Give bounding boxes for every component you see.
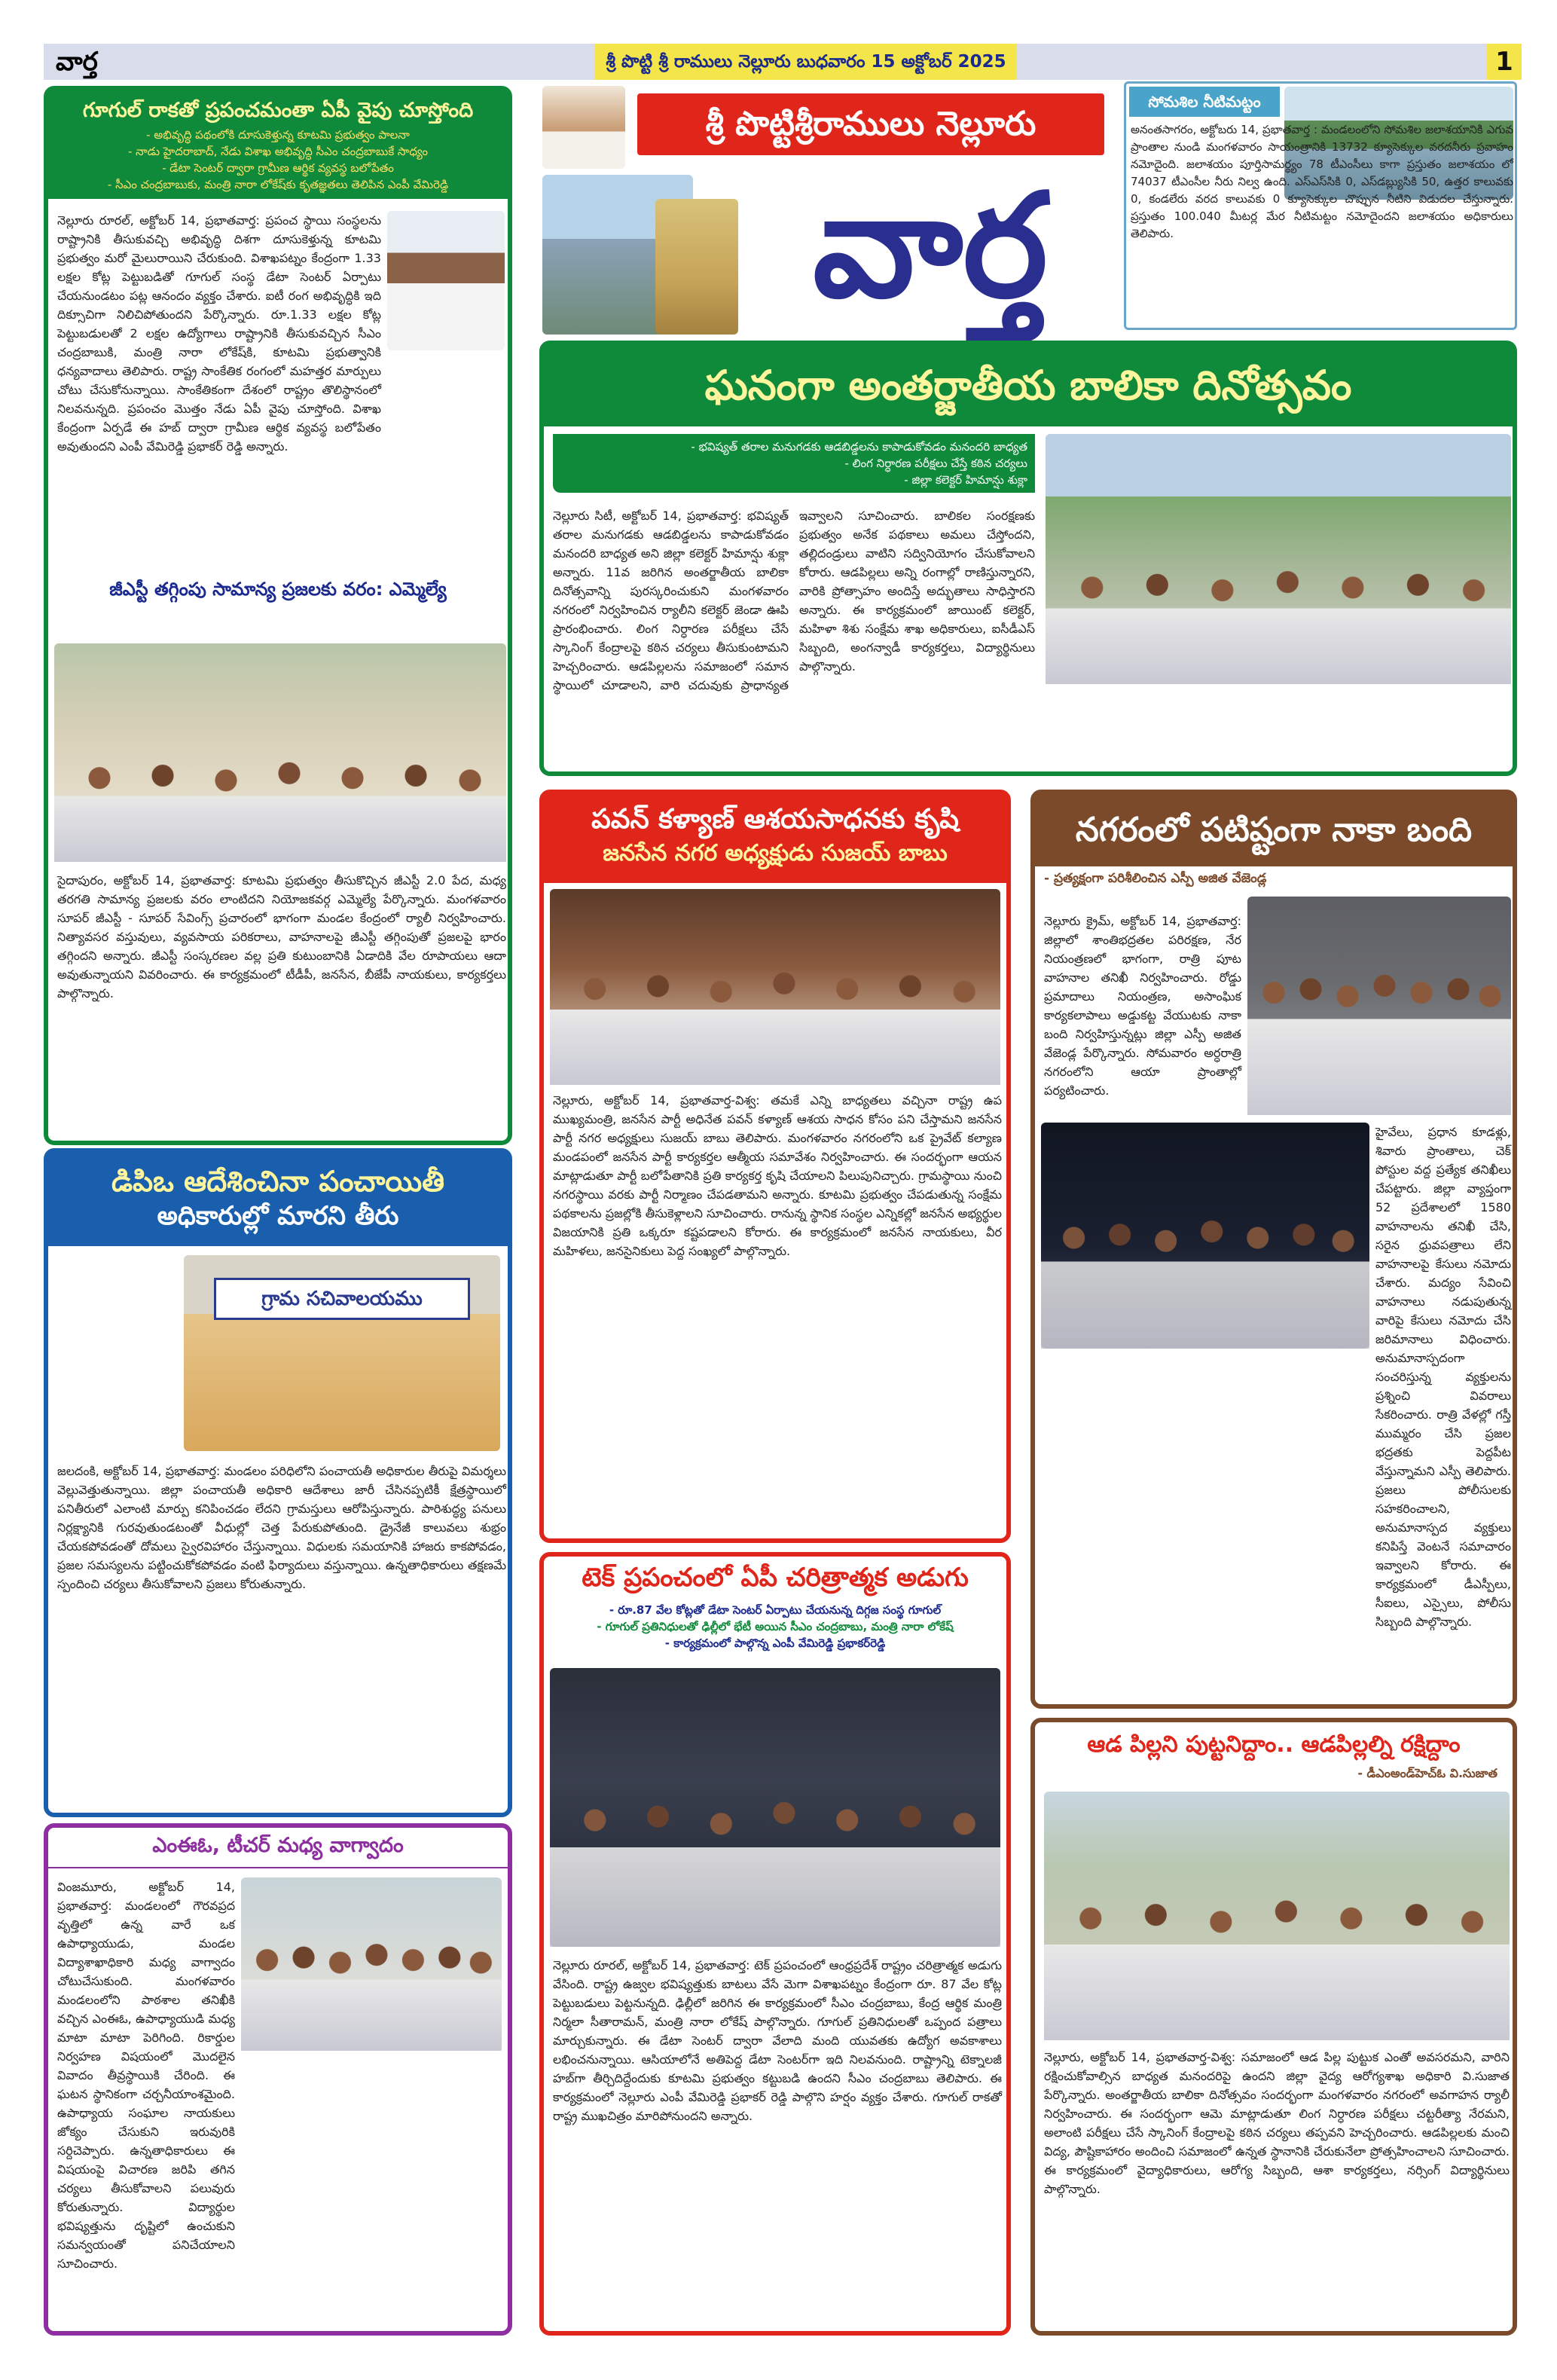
article-somasila xyxy=(1124,81,1517,330)
google-headline: గూగుల్ రాకతో ప్రపంచమంతా ఏపీ వైపు చూస్తోంది xyxy=(82,99,474,122)
google-bullets xyxy=(56,127,500,193)
masthead-logo: వార్త xyxy=(813,163,1048,329)
article-teacher xyxy=(44,1823,512,2336)
article-girl-child xyxy=(539,341,1517,776)
article-tech xyxy=(539,1552,1011,2336)
naka-checkpoint-photo xyxy=(1247,897,1511,1115)
girl-child-bullet: - లింగ నిర్ధారణ పరీక్షలు చేస్తే కఠిన చర్యలు xyxy=(844,457,1027,470)
page-number: 1 xyxy=(1487,44,1522,80)
naka-body-3 xyxy=(1044,1356,1511,1703)
google-bullet: - అభివృద్ధి పథంలోకి దూసుకెళ్తున్న కూటమి ప్రభుత్వం పాలనా xyxy=(146,128,410,142)
girl-child-rally-photo xyxy=(1046,434,1511,684)
teacher-photo xyxy=(241,1877,502,2051)
article-daughter xyxy=(1030,1718,1517,2336)
daughter-subhead: - డీఎంఅండ్‌హెచ్‌ఓ వి.సుజాత xyxy=(1357,1766,1497,1780)
daughter-body: నెల్లూరు, అక్టోబర్ 14, ప్రభాతవార్త-విశ్వ: సమాజంలో ఆడ పిల్ల పుట్టుక ఎంతో అవసరమని, వారిని రక్షించుకోవాల్సిన బాధ్యత మనందరిపై ఉందని జిల్లా వైద్య ఆరోగ్యశాఖ అధికారి వి.సుజాత పేర్కొన్నారు. అంతర్జాతీయ బాలికా దినోత్సవం సందర్భంగా మంగళవారం నగరంలో అవగాహన ర్యాలీ నిర్వహించారు. ఈ సందర్భంగా ఆమె మాట్లాడుతూ లింగ నిర్ధారణ పరీక్షలు చట్టరీత్యా నేరమని, అలాంటి పరీక్షలు చేసే స్కానింగ్ కేంద్రాలపై కఠిన చర్యలు తప్పవని హెచ్చరించారు. ఆడపిల్లలకు మంచి విద్య, పౌష్టికాహారం అందించి సమాజంలో ఉన్నత స్థానానికి చేరుకునేలా ప్రోత్సహించాలని సూచించారు. ఈ కార్యక్రమంలో వైద్యాధికారులు, ఆరోగ్య సిబ్బంది, ఆశా కార్యకర్తలు, నర్సింగ్ విద్యార్థినులు పాల్గొన్నారు. xyxy=(1044,2050,1510,2196)
pawan-headline: పవన్ కళ్యాణ్ ఆశయసాధనకు కృషి xyxy=(591,804,959,835)
tech-headline: టెక్ ప్రపంచంలో ఏపీ చరిత్రాత్మక అడుగు xyxy=(582,1563,969,1593)
naka-body-1: నెల్లూరు క్రైమ్, అక్టోబర్ 14, ప్రభాతవార్త: జిల్లాలో శాంతిభద్రతల పరిరక్షణ, నేర నియంత్రణలో భాగంగా, రాత్రి పూట వాహనాల తనిఖీ నిర్వహించారు. రోడ్డు ప్రమాదాలు నియంత్రణ, అసాంఘిక కార్యకలాపాలు అడ్డుకట్ట వేయుటకు నాకా బంది నిర్వహిస్తున్నట్లు జిల్లా ఎస్పీ అజిత వేజెండ్ల పేర్కొన్నారు. సోమవారం అర్ధరాత్రి నగరంలోని ఆయా ప్రాంతాల్లో పర్యటించారు. xyxy=(1044,914,1241,1098)
teacher-body-cont xyxy=(57,2061,506,2330)
tech-bullet: - కార్యక్రమంలో పాల్గొన్న ఎంపీ వేమిరెడ్డి ప్రభాకర్‌రెడ్డి xyxy=(664,1636,886,1650)
dateline: శ్రీ పొట్టి శ్రీ రాములు నెల్లూరు బుధవారం 15 అక్టోబర్ 2025 xyxy=(595,44,1017,80)
somasila-title: సోమశిల నీటిమట్టం xyxy=(1129,87,1280,117)
panchayat-headline-2: అధికారుల్లో మారని తీరు xyxy=(157,1201,399,1231)
masthead-temple xyxy=(655,199,738,335)
panchayat-sign: గ్రామ సచివాలయము xyxy=(214,1278,470,1320)
google-body: నెల్లూరు రూరల్, అక్టోబర్ 14, ప్రభాతవార్త: ప్రపంచ స్థాయి సంస్థలను రాష్ట్రానికి తీసుకువచ్చి అభివృద్ధి దిశగా దూసుకెళ్తున్న కూటమి ప్రభుత్వం మరో మైలురాయిని చేరుకుంది. విశాఖపట్నం కేంద్రంగా 1.33 లక్షల కోట్ల పెట్టుబడితో గూగుల్ సంస్థ డేటా సెంటర్ ఏర్పాటు చేయనుండటం పట్ల ఆనందం వ్యక్తం చేశారు. ఐటీ రంగ అభివృద్ధికి ఇది దిక్సూచిగా నిలిచిపోతుందని పేర్కొన్నారు. రూ.1.33 లక్షల కోట్ల పెట్టుబడులతో 2 లక్షల ఉద్యోగాలు రాష్ట్రానికి తీసుకువచ్చిన సీఎం చంద్రబాబుకి, మంత్రి నారా లోకేష్‌కి, కూటమి ప్రభుత్వానికి ధన్యవాదాలు తెలిపారు. రాష్ట్ర సాంకేతిక రంగంలో మహత్తర మార్పులు చోటు చేసుకోనున్నాయి. సాంకేతికంగా దేశంలో రాష్ట్రం తొలిస్థానంలో నిలవనున్నది. ప్రపంచం మొత్తం నేడు ఏపీ వైపు చూస్తోంది. విశాఖ కేంద్రంగా ఏర్పడే ఈ హబ్‌ ద్వారా గ్రామీణ ఆర్థిక వ్యవస్థ బలోపేతం అవుతుందని ఎంపీ వేమిరెడ్డి ప్రభాకర్ రెడ్డి అన్నారు. xyxy=(57,213,381,454)
naka-body-2: హైవేలు, ప్రధాన కూడళ్లు, శివారు ప్రాంతాలు, చెక్ పోస్టుల వద్ద ప్రత్యేక తనిఖీలు చేపట్టారు. జిల్లా వ్యాప్తంగా 52 ప్రదేశాలలో 1580 వాహనాలను తనిఖీ చేసి, సరైన ధ్రువపత్రాలు లేని వాహనాలపై కేసులు నమోదు చేశారు. మద్యం సేవించి వాహనాలు నడుపుతున్న వారిపై కేసులు నమోదు చేసి జరిమానాలు విధించారు. అనుమానాస్పదంగా సంచరిస్తున్న వ్యక్తులను ప్రశ్నించి వివరాలు సేకరించారు. రాత్రి వేళల్లో గస్తీ ముమ్మరం చేసి ప్రజల భద్రతకు పెద్దపీట వేస్తున్నామని ఎస్పీ తెలిపారు. ప్రజలు పోలీసులకు సహకరించాలని, అనుమానాస్పద వ్యక్తులు కనిపిస్తే వెంటనే సమాచారం ఇవ్వాలని కోరారు. ఈ కార్యక్రమంలో డీఎస్పీలు, సీఐలు, ఎస్సైలు, పోలీసు సిబ్బంది పాల్గొన్నారు. xyxy=(1375,1125,1511,1629)
article-google xyxy=(44,86,512,660)
google-header xyxy=(48,90,508,199)
teacher-headline: ఎంఈఓ, టీచర్ మధ్య వాగ్వాదం xyxy=(48,1828,508,1868)
naka-headline: నగరంలో పటిష్టంగా నాకా బంది xyxy=(1075,811,1473,849)
teacher-body: వింజమూరు, అక్టోబర్ 14, ప్రభాతవార్త: మండలంలో గౌరవప్రద వృత్తిలో ఉన్న వారే ఒక ఉపాధ్యాయుడు, మండల విద్యాశాఖాధికారి మధ్య వాగ్వాదం చోటుచేసుకుంది. మంగళవారం మండలంలోని పాఠశాల తనిఖీకి వచ్చిన ఎంఈఓ, ఉపాధ్యాయుడి మధ్య మాటా మాటా పెరిగింది. రికార్డుల నిర్వహణ విషయంలో మొదలైన వివాదం తీవ్రస్థాయికి చేరింది. ఈ ఘటన స్థానికంగా చర్చనీయాంశమైంది. ఉపాధ్యాయ సంఘాల నాయకులు జోక్యం చేసుకుని ఇరువురికి సర్దిచెప్పారు. ఉన్నతాధికారులు ఈ విషయంపై విచారణ జరిపి తగిన చర్యలు తీసుకోవాలని పలువురు కోరుతున్నారు. విద్యార్థుల భవిష్యత్తును దృష్టిలో ఉంచుకుని సమన్వయంతో పనిచేయాలని సూచించారు. xyxy=(57,1880,235,2271)
google-bullet: - నాడు హైదరాబాద్, నేడు విశాఖ అభివృద్ధి సీఎం చంద్రబాబుకే సాధ్యం xyxy=(127,145,429,158)
masthead xyxy=(542,86,1115,335)
pawan-meeting-photo xyxy=(550,889,1000,1085)
girl-child-body: నెల్లూరు సిటీ, అక్టోబర్ 14, ప్రభాతవార్త: భవిష్యత్ తరాల మనుగడకు ఆడబిడ్డలను కాపాడుకోవడం మనందరి బాధ్యత అని జిల్లా కలెక్టర్ హిమాన్షు శుక్లా అన్నారు. 11వ జరిగిన అంతర్జాతీయ బాలికా దినోత్సవాన్ని పురస్కరించుకుని మంగళవారం నగరంలో నిర్వహించిన ర్యాలీని కలెక్టర్ జెండా ఊపి ప్రారంభించారు. లింగ నిర్ధారణ పరీక్షలు చేసే స్కానింగ్ కేంద్రాలపై కఠిన చర్యలు తీసుకుంటామని హెచ్చరించారు. ఆడపిల్లలను సమాజంలో సమాన స్థాయిలో చూడాలని, వారి చదువుకు ప్రాధాన్యత ఇవ్వాలని సూచించారు. బాలికల సంరక్షణకు ప్రభుత్వం అనేక పథకాలు అమలు చేస్తోందని, తల్లిదండ్రులు వాటిని సద్వినియోగం చేసుకోవాలని కోరారు. ఆడపిల్లలు అన్ని రంగాల్లో రాణిస్తున్నారని, వారికి ప్రోత్సాహం అందిస్తే అద్భుతాలు సాధిస్తారని అన్నారు. ఈ కార్యక్రమంలో జాయింట్ కలెక్టర్, మహిళా శిశు సంక్షేమ శాఖ అధికారులు, ఐసీడీఎస్ సిబ్బంది, అంగన్వాడీ కార్యకర్తలు, విద్యార్థినులు పాల్గొన్నారు. xyxy=(553,509,1035,692)
pawan-body: నెల్లూరు, అక్టోబర్ 14, ప్రభాతవార్త-విశ్వ: తమకే ఎన్ని బాధ్యతలు వచ్చినా రాష్ట్ర ఉప ముఖ్యమంత్రి, జనసేన పార్టీ అధినేత పవన్ కళ్యాణ్ ఆశయ సాధన కోసం పని చేస్తామని జనసేన పార్టీ నగర అధ్యక్షులు సుజయ్ బాబు తెలిపారు. మంగళవారం నగరంలోని ఒక ప్రైవేట్ కల్యాణ మండపంలో జనసేన పార్టీ కార్యకర్తల ఆత్మీయ సమావేశం నిర్వహించారు. ఈ సందర్భంగా ఆయన మాట్లాడుతూ పార్టీ బలోపేతానికి ప్రతి కార్యకర్త కృషి చేయాలని పిలుపునిచ్చారు. గ్రామస్థాయి నుంచి నగరస్థాయి వరకు పార్టీ నిర్మాణం చేపడతామని అన్నారు. కూటమి ప్రభుత్వం చేపడుతున్న సంక్షేమ పథకాలను ప్రజల్లోకి తీసుకెళ్లాలని సూచించారు. రానున్న స్థానిక సంస్థల ఎన్నికల్లో జనసేన అభ్యర్థుల విజయానికి ప్రతి ఒక్కరూ కష్టపడాలని కోరారు. ఈ కార్యక్రమంలో జనసేన నాయకులు, వీర మహిళలు, జనసైనికులు పెద్ద సంఖ్యలో పాల్గొన్నారు. xyxy=(553,1093,1002,1258)
article-pawan xyxy=(539,790,1011,1543)
girl-child-body-cont xyxy=(1046,692,1511,770)
article-gst xyxy=(44,633,512,1145)
masthead-small-logo: వార్త xyxy=(56,47,98,77)
pawan-header xyxy=(544,794,1006,883)
panchayat-headline-1: డిపిఒ ఆదేశించినా పంచాయితీ xyxy=(111,1165,445,1198)
girl-child-bullet: - జిల్లా కలెక్టర్ హిమాన్షు శుక్లా xyxy=(904,473,1027,487)
tech-event-photo xyxy=(550,1668,1000,1947)
naka-police-photo xyxy=(1041,1123,1369,1349)
girl-child-headline: ఘనంగా అంతర్జాతీయ బాలికా దినోత్సవం xyxy=(704,362,1352,409)
gst-photo xyxy=(54,643,506,862)
tech-bullet: - గూగుల్ ప్రతినిధులతో ఢిల్లీలో భేటీ అయిన సీఎం చంద్రబాబు, మంత్రి నారా లోకేష్ xyxy=(597,1620,954,1633)
panchayat-photo xyxy=(184,1255,500,1451)
masthead-edition: శ్రీ పొట్టిశ్రీరాములు నెల్లూరు xyxy=(637,93,1104,155)
gst-body: సైదాపురం, అక్టోబర్ 14, ప్రభాతవార్త: కూటమి ప్రభుత్వం తీసుకొచ్చిన జీఎస్టీ 2.0 పేద, మధ్య తరగతి సామాన్య ప్రజలకు వరం లాంటిదని నియోజకవర్గ ఎమ్మెల్యే పేర్కొన్నారు. మంగళవారం సూపర్ జీఎస్టీ - సూపర్ సేవింగ్స్ ప్రచారంలో భాగంగా మండల కేంద్రంలో ర్యాలీ నిర్వహించారు. నిత్యావసర వస్తువులు, వ్యవసాయ పరికరాలు, వాహనాలపై జీఎస్టీ తగ్గింపుతో ప్రజలపై భారం తగ్గిందని అన్నారు. జీఎస్టీ సంస్కరణల వల్ల ప్రతి కుటుంబానికి ఏడాదికి వేల రూపాయలు ఆదా అవుతున్నాయని వివరించారు. ఈ కార్యక్రమంలో టీడీపీ, జనసేన, బీజేపీ నాయకులు, కార్యకర్తలు పాల్గొన్నారు. xyxy=(57,873,506,1001)
google-bullet: - డేటా సెంటర్ ద్వారా గ్రామీణ ఆర్థిక వ్యవస్థ బలోపేతం xyxy=(162,161,394,175)
gst-headline: జీఎస్టీ తగ్గింపు సామాన్య ప్రజలకు వరం: ఎమ్మెల్యే xyxy=(109,579,447,600)
girl-child-bullets xyxy=(553,434,1035,493)
panchayat-header xyxy=(48,1153,508,1246)
tech-body: నెల్లూరు రూరల్, అక్టోబర్ 14, ప్రభాతవార్త: టెక్ ప్రపంచంలో ఆంధ్రప్రదేశ్ రాష్ట్రం చరిత్రాత్మక అడుగు వేసింది. రాష్ట్ర ఉజ్వల భవిష్యత్తుకు బాటలు వేసే మెగా విశాఖపట్నం కేంద్రంగా రూ. 87 వేల కోట్ల పెట్టుబడులు పెట్టనున్నది. ఢిల్లీలో జరిగిన ఈ కార్యక్రమంలో సీఎం చంద్రబాబు, కేంద్ర ఆర్థిక మంత్రి నిర్మలా సీతారామన్, మంత్రి నారా లోకేష్ పాల్గొన్నారు. గూగుల్ ప్రతినిధులతో ఒప్పంద పత్రాలు మార్చుకున్నారు. ఈ డేటా సెంటర్ ద్వారా వేలాది మంది యువతకు ఉద్యోగ అవకాశాలు లభించనున్నాయి. ఆసియాలోనే అతిపెద్ద డేటా సెంటర్‌గా ఇది నిలవనుంది. రాష్ట్రాన్ని టెక్నాలజీ హబ్‌గా తీర్చిదిద్దేందుకు కూటమి ప్రభుత్వం కట్టుబడి ఉందని సీఎం చంద్రబాబు తెలిపారు. ఈ కార్యక్రమంలో నెల్లూరు ఎంపీ వేమిరెడ్డి ప్రభాకర్ రెడ్డి పాల్గొని హర్షం వ్యక్తం చేశారు. గూగుల్ రాకతో రాష్ట్ర ముఖచిత్రం మారిపోనుందని అన్నారు. xyxy=(553,1958,1002,2123)
article-panchayat xyxy=(44,1148,512,1817)
google-mp-portrait xyxy=(387,211,505,350)
google-body-cont xyxy=(57,373,506,569)
girl-child-header xyxy=(544,345,1513,426)
somasila-body: అనంతసాగరం, అక్టోబరు 14, ప్రభాతవార్త : మండలంలోని సోమశిల జలాశయానికి ఎగువ ప్రాంతాల నుండి మంగళవారం సాయంత్రానికి 13732 క్యూసెక్కుల వరదనీరు ప్రవాహం నమోదైంది. జలాశయం పూర్తిసామర్థ్యం 78 టీఎంసీలు కాగా ప్రస్తుతం జలాశయం లో 74037 టీఎంసీల నీరు నిల్వ ఉంది. ఎస్‌ఎస్‌సికి 0, ఎస్‌డబ్ల్యుసికి 50, ఉత్తర కాలువకు 0, కండలేరు వరద కాలువకు 0 క్యూసెక్కుల చొప్పున నీటిని విడుదల చేస్తున్నారు. ప్రస్తుతం 100.040 మీటర్ల మేర నీటిమట్టం నమోదైందని జలాశయం అధికారులు తెలిపారు. xyxy=(1131,123,1513,240)
daughter-headline: ఆడ పిల్లని పుట్టనిద్దాం.. ఆడపిల్లల్ని రక్షిద్దాం xyxy=(1087,1731,1461,1758)
pawan-subhead: జనసేన నగర అధ్యక్షుడు సుజయ్ బాబు xyxy=(603,840,948,866)
girl-child-bullet: - భవిష్యత్ తరాల మనుగడకు ఆడబిడ్డలను కాపాడుకోవడం మనందరి బాధ్యత xyxy=(691,440,1027,454)
tech-bullets xyxy=(544,1602,1006,1651)
article-naka xyxy=(1030,790,1517,1709)
masthead-portrait xyxy=(542,86,625,169)
panchayat-body: జలదంకి, అక్టోబర్ 14, ప్రభాతవార్త: మండలం పరిధిలోని పంచాయతీ అధికారుల తీరుపై విమర్శలు వెల్లువెత్తుతున్నాయి. జిల్లా పంచాయతీ అధికారి ఆదేశాలు జారీ చేసినప్పటికీ క్షేత్రస్థాయిలో పనితీరులో ఎలాంటి మార్పు కనిపించడం లేదని గ్రామస్తులు ఆరోపిస్తున్నారు. పారిశుద్ధ్య పనులు నిర్లక్ష్యానికి గురవుతుండటంతో వీధుల్లో చెత్త పేరుకుపోతుంది. డ్రైనేజీ కాలువలు శుభ్రం చేయకపోవడంతో దోమలు స్వైరవిహారం చేస్తున్నాయి. విధులకు సమయానికి హాజరు కాకపోవడం, ప్రజల సమస్యలను పట్టించుకోకపోవడం వంటి ఫిర్యాదులు వస్తున్నాయి. ఉన్నతాధికారులు తక్షణమే స్పందించి చర్యలు తీసుకోవాలని ప్రజలు కోరుతున్నారు. xyxy=(57,1464,506,1591)
tech-bullet: - రూ.87 వేల కోట్లతో డేటా సెంటర్ ఏర్పాటు చేయనున్న దిగ్గజ సంస్థ గూగుల్ xyxy=(609,1603,942,1617)
daughter-rally-photo xyxy=(1044,1792,1510,2040)
google-bullet: - సీఎం చంద్రబాబుకు, మంత్రి నారా లోకేష్‌కు కృతజ్ఞతలు తెలిపిన ఎంపీ వేమిరెడ్డి xyxy=(107,178,449,191)
top-bar xyxy=(44,44,1522,80)
naka-header xyxy=(1035,794,1513,866)
naka-subhead: - ప్రత్యక్షంగా పరిశీలించిన ఎస్పీ అజిత వేజెండ్ల xyxy=(1044,871,1267,886)
